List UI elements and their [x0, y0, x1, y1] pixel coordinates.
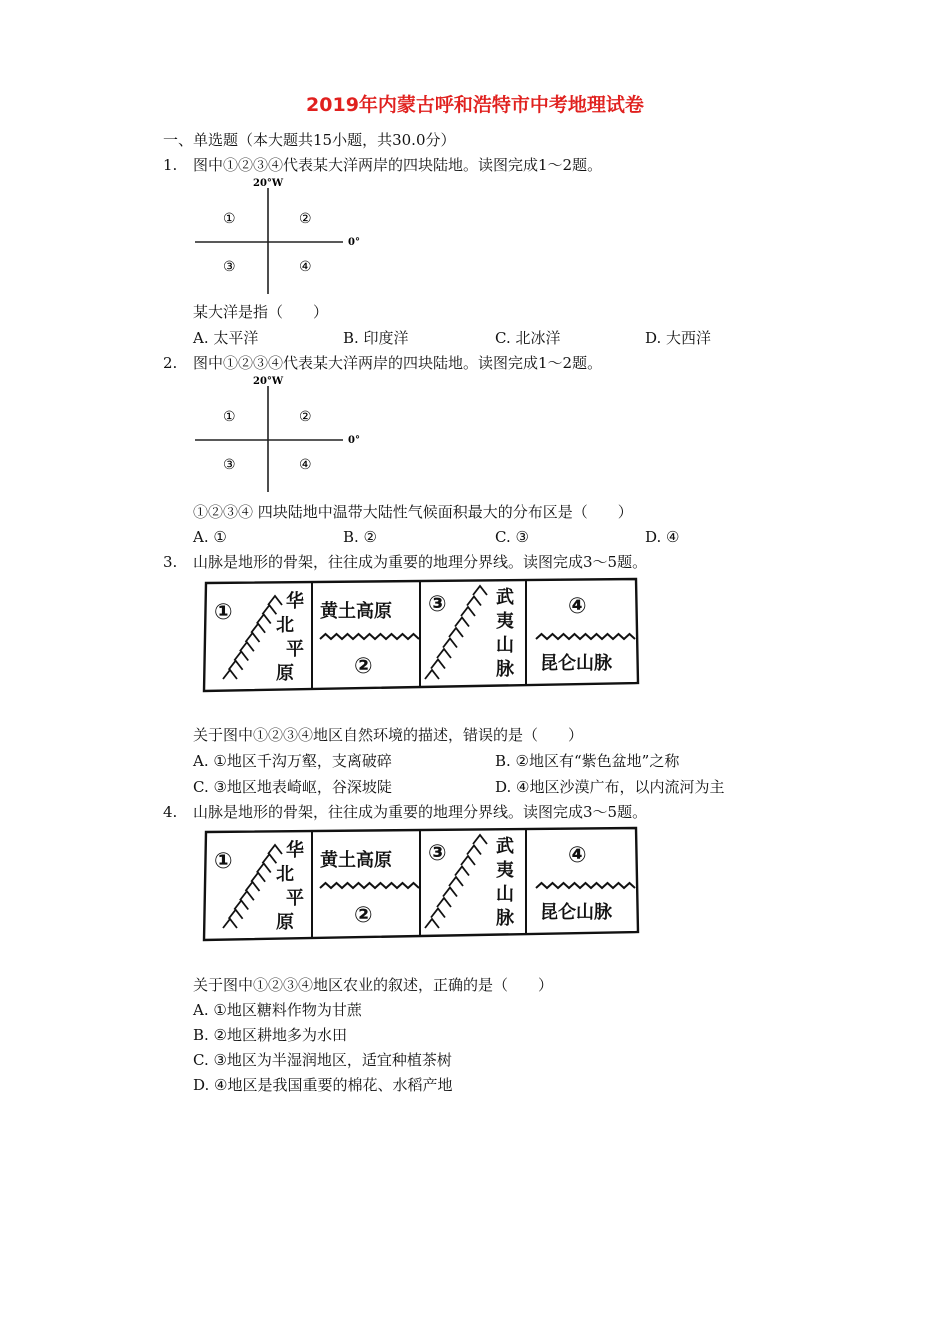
panel-1-number: ①: [214, 600, 233, 625]
option-b[interactable]: B. 印度洋: [343, 329, 409, 347]
option-a[interactable]: A. ①: [193, 528, 227, 546]
option-c[interactable]: C. ③: [495, 528, 529, 546]
svg-text:20°W: 20°W: [253, 376, 284, 387]
question-number: 1.: [163, 156, 178, 174]
question-stem: 图中①②③④代表某大洋两岸的四块陆地。读图完成1～2题。: [193, 156, 603, 174]
question-stem: 山脉是地形的骨架，往往成为重要的地理分界线。读图完成3～5题。: [193, 553, 648, 571]
question-number: 2.: [163, 354, 178, 372]
panel-3-label-char: 脉: [496, 908, 514, 929]
plateau-symbol: [536, 883, 635, 888]
panel-2-number: ②: [354, 903, 373, 928]
panel-2-label: 黄土高原: [320, 850, 392, 871]
svg-text:②: ②: [299, 409, 312, 425]
question-ask: ①②③④ 四块陆地中温带大陆性气候面积最大的分布区是（ ）: [193, 503, 633, 521]
equator-label: 0°: [348, 237, 360, 248]
region-3-label: ③: [223, 259, 236, 275]
panel-3-label-char: 夷: [496, 611, 514, 632]
question-number: 3.: [163, 553, 178, 571]
option-c[interactable]: C. 北冰洋: [495, 329, 561, 347]
panel-2-number: ②: [354, 654, 373, 679]
landform-strip-figure: [200, 575, 640, 695]
panel-1-label-char: 原: [276, 663, 294, 684]
region-1-label: ①: [223, 211, 236, 227]
panel-1-label-char: 北: [276, 615, 294, 636]
panel-3-label-char: 武: [496, 836, 514, 857]
option-a[interactable]: A. ①地区千沟万壑，支离破碎: [193, 752, 392, 770]
question-ask: 关于图中①②③④地区自然环境的描述，错误的是（ ）: [193, 726, 584, 744]
option-d[interactable]: D. 大西洋: [645, 329, 712, 347]
panel-1-label-char: 平: [286, 888, 304, 909]
panel-4-label: 昆仑山脉: [540, 902, 612, 923]
panel-4-number: ④: [568, 594, 587, 619]
ocean-map-figure: [193, 374, 363, 494]
option-c[interactable]: C. ③地区地表崎岖，谷深坡陡: [193, 778, 392, 796]
option-d[interactable]: D. ④: [645, 528, 680, 546]
panel-1-label-char: 华: [286, 591, 304, 612]
plateau-symbol: [536, 634, 635, 639]
panel-3-number: ③: [428, 841, 447, 866]
panel-1-number: ①: [214, 849, 233, 874]
ocean-map-figure: [193, 176, 363, 296]
meridian-label: 20°W: [253, 178, 284, 189]
section-heading: 一、单选题（本大题共15小题，共30.0分）: [163, 131, 456, 149]
landform-strip-figure: [200, 824, 640, 944]
svg-text:①: ①: [223, 409, 236, 425]
option-d[interactable]: D. ④地区是我国重要的棉花、水稻产地: [193, 1076, 453, 1094]
panel-1-label-char: 平: [286, 639, 304, 660]
option-a[interactable]: A. ①地区糖料作物为甘蔗: [193, 1001, 362, 1019]
question-stem: 图中①②③④代表某大洋两岸的四块陆地。读图完成1～2题。: [193, 354, 603, 372]
panel-3-number: ③: [428, 592, 447, 617]
panel-1-label-char: 华: [286, 840, 304, 861]
panel-2-label: 黄土高原: [320, 601, 392, 622]
option-b[interactable]: B. ②: [343, 528, 378, 546]
option-c[interactable]: C. ③地区为半湿润地区，适宜种植茶树: [193, 1051, 452, 1069]
svg-text:④: ④: [299, 457, 312, 473]
question-ask: 某大洋是指（ ）: [193, 303, 329, 321]
page-title: 2019年内蒙古呼和浩特市中考地理试卷: [306, 94, 644, 116]
panel-3-label-char: 山: [496, 884, 514, 905]
region-2-label: ②: [299, 211, 312, 227]
option-a[interactable]: A. 太平洋: [193, 329, 259, 347]
panel-3-label-char: 脉: [496, 659, 514, 680]
region-4-label: ④: [299, 259, 312, 275]
panel-3-label-char: 武: [496, 587, 514, 608]
panel-4-label: 昆仑山脉: [540, 653, 612, 674]
plateau-symbol: [320, 634, 419, 639]
panel-3-label-char: 山: [496, 635, 514, 656]
panel-1-label-char: 原: [276, 912, 294, 933]
option-d[interactable]: D. ④地区沙漠广布，以内流河为主: [495, 778, 725, 796]
question-number: 4.: [163, 803, 178, 821]
panel-4-number: ④: [568, 843, 587, 868]
option-b[interactable]: B. ②地区耕地多为水田: [193, 1026, 348, 1044]
option-b[interactable]: B. ②地区有“紫色盆地”之称: [495, 752, 680, 770]
panel-3-label-char: 夷: [496, 860, 514, 881]
svg-text:③: ③: [223, 457, 236, 473]
plateau-symbol: [320, 883, 419, 888]
svg-text:0°: 0°: [348, 435, 360, 446]
question-stem: 山脉是地形的骨架，往往成为重要的地理分界线。读图完成3～5题。: [193, 803, 648, 821]
question-ask: 关于图中①②③④地区农业的叙述，正确的是（ ）: [193, 976, 554, 994]
panel-1-label-char: 北: [276, 864, 294, 885]
